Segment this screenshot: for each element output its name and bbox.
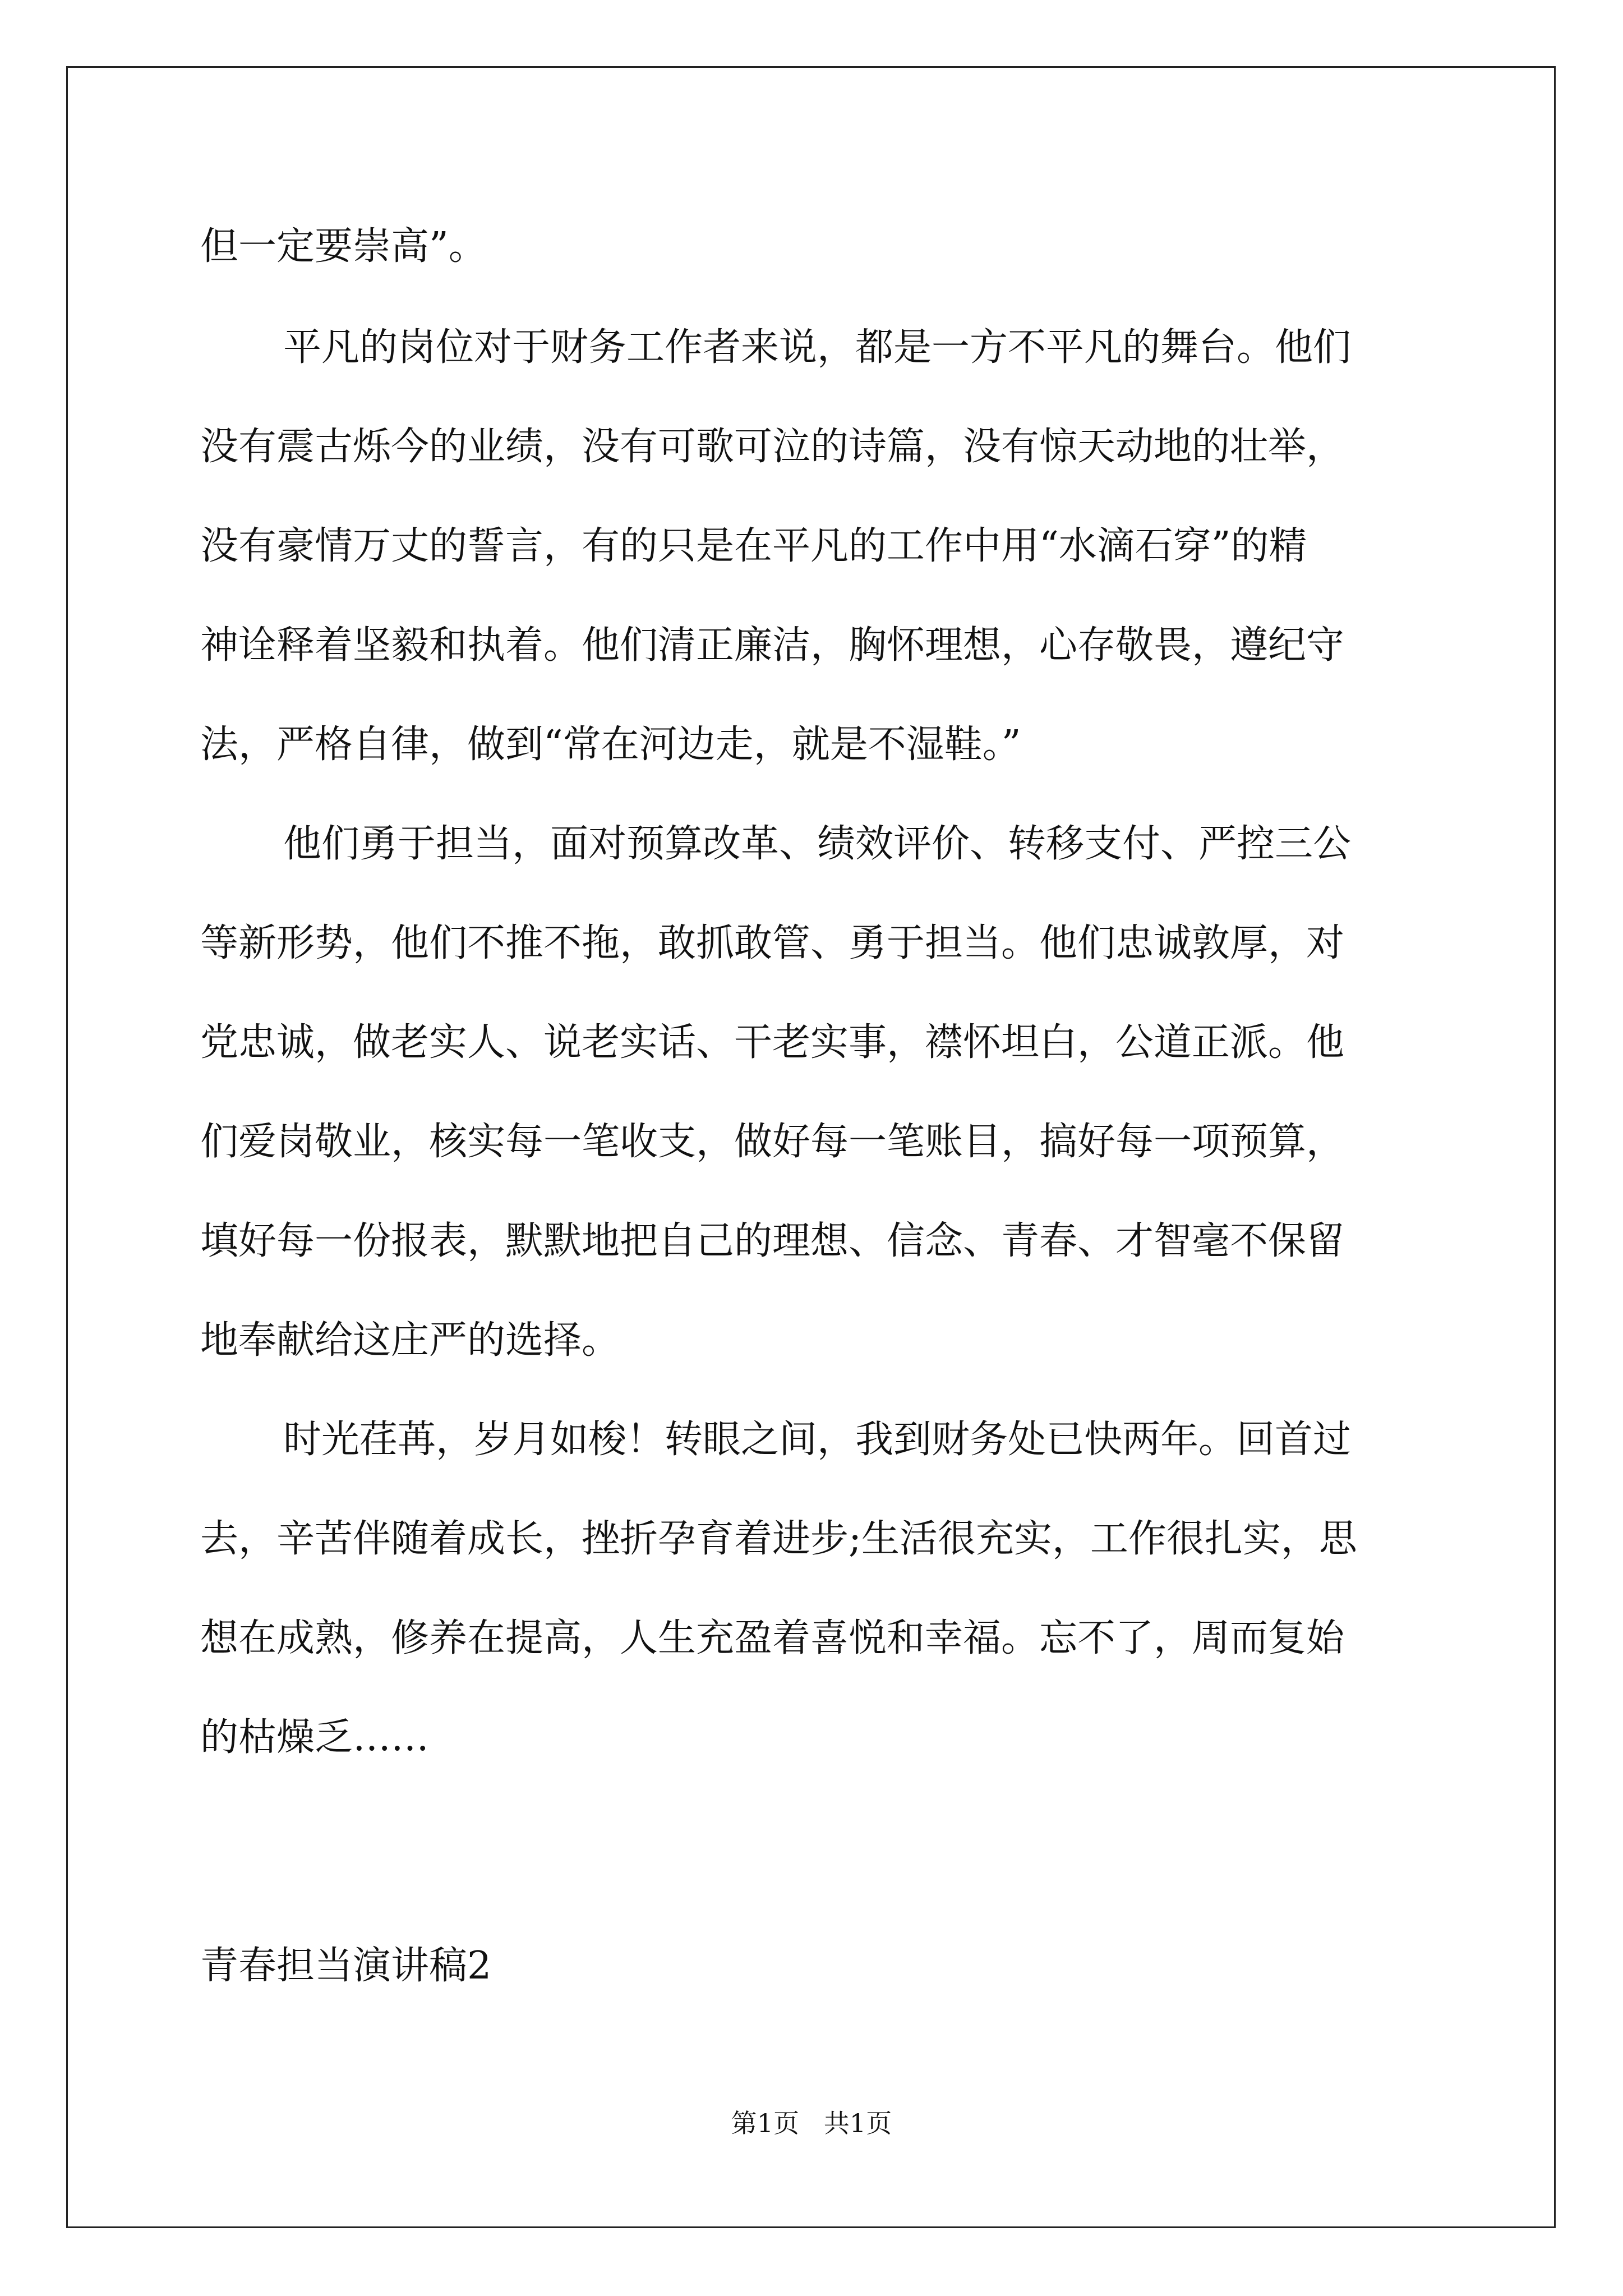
text-line: 的枯燥乏……	[200, 1715, 430, 1760]
text-line: 想在成熟，修养在提高，人生充盈着喜悦和幸福。忘不了，周而复始	[200, 1616, 1345, 1660]
text-line: 党忠诚，做老实人、说老实话、干老实事，襟怀坦白，公道正派。他	[200, 1020, 1345, 1065]
text-line: 神诠释着坚毅和执着。他们清正廉洁，胸怀理想，心存敬畏，遵纪守	[200, 623, 1345, 668]
text-line: 等新形势，他们不推不拖，敢抓敢管、勇于担当。他们忠诚敦厚，对	[200, 921, 1345, 965]
page-footer: 第1页 共1页	[731, 2108, 892, 2138]
paragraph-first-line: 平凡的岗位对于财务工作者来说，都是一方不平凡的舞台。他们	[283, 325, 1352, 370]
text-line: 去，辛苦伴随着成长，挫折孕育着进步;生活很充实，工作很扎实，思	[200, 1517, 1357, 1561]
paragraph-first-line: 他们勇于担当，面对预算改革、绩效评价、转移支付、严控三公	[283, 822, 1352, 866]
text-line: 但一定要崇高”。	[200, 224, 487, 269]
text-line: 们爱岗敬业，核实每一笔收支，做好每一笔账目，搞好每一项预算，	[200, 1120, 1345, 1164]
text-line: 没有豪情万丈的誓言，有的只是在平凡的工作中用“水滴石穿”的精	[200, 524, 1307, 568]
text-line: 填好每一份报表，默默地把自己的理想、信念、青春、才智毫不保留	[200, 1219, 1345, 1263]
text-line: 没有震古烁今的业绩，没有可歌可泣的诗篇，没有惊天动地的壮举，	[200, 425, 1345, 469]
text-line: 法，严格自律，做到“常在河边走，就是不湿鞋。”	[200, 723, 1021, 767]
text-line: 地奉献给这庄严的选择。	[200, 1318, 620, 1363]
section-heading: 青春担当演讲稿2	[200, 1944, 492, 1988]
paragraph-first-line: 时光荏苒，岁月如梭！转眼之间，我到财务处已快两年。回首过	[283, 1418, 1352, 1462]
